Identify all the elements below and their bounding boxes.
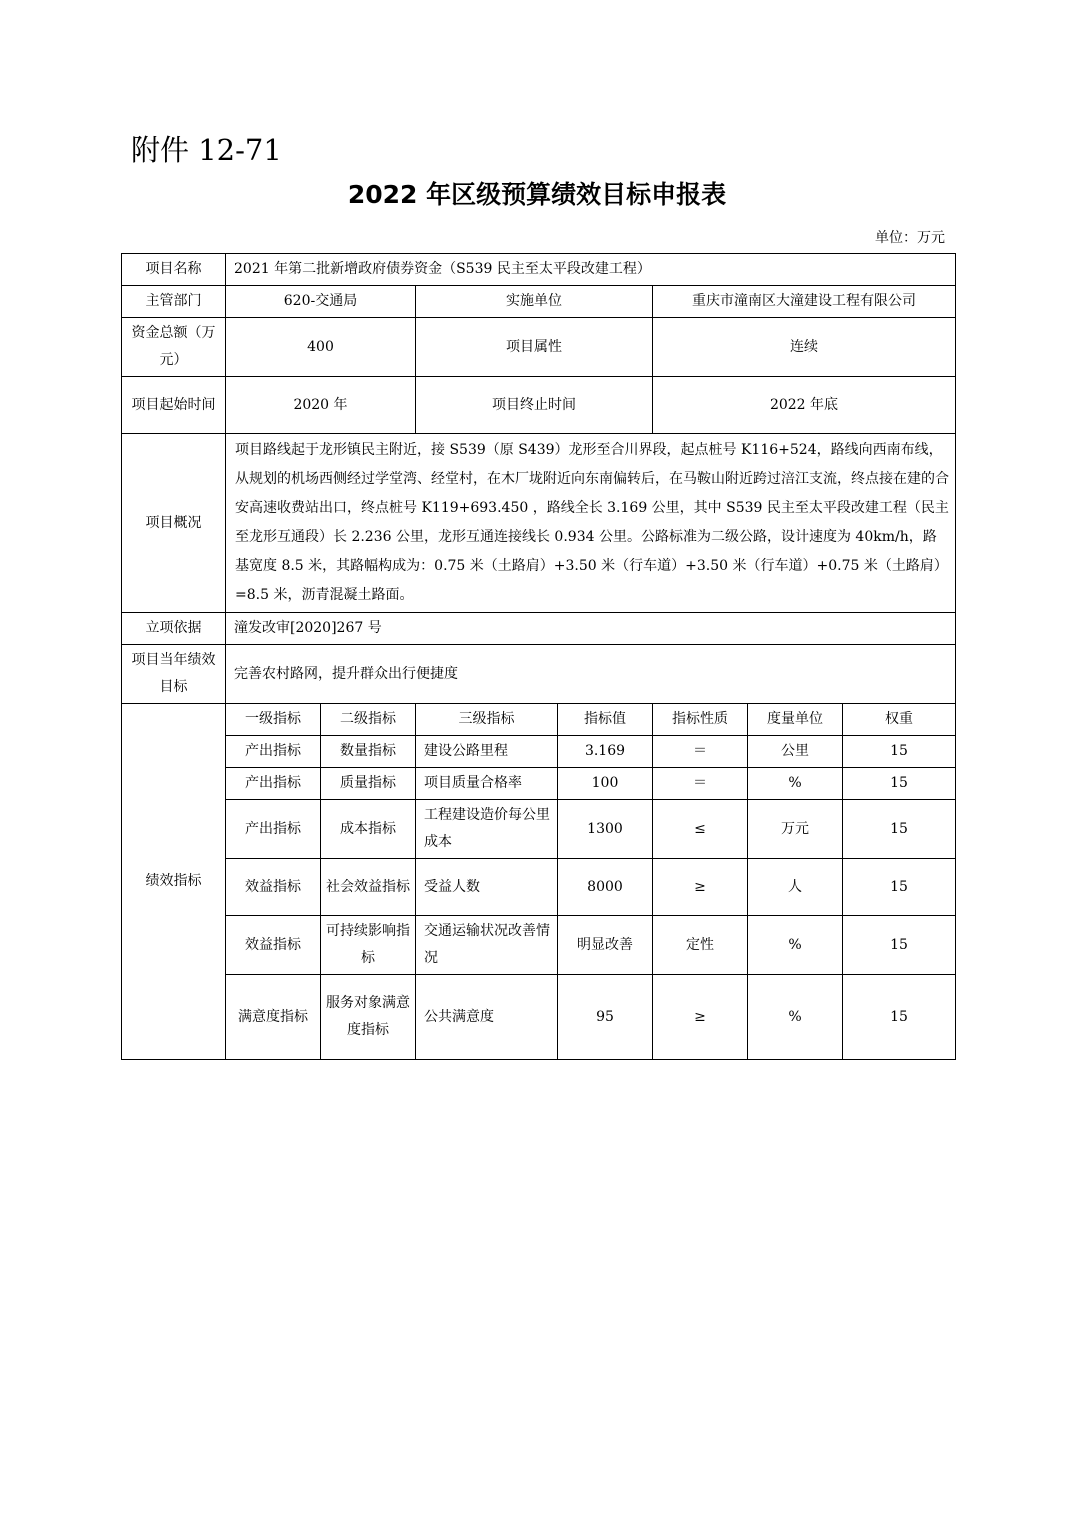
indicator-nature: ＝	[653, 768, 748, 800]
indicator-unit: 万元	[748, 800, 843, 859]
indicator-l2: 可持续影响指标	[321, 916, 416, 975]
indicators-section-label: 绩效指标	[122, 704, 226, 1060]
unit-note: 单位：万元	[875, 230, 945, 246]
indicator-unit: %	[748, 916, 843, 975]
basis-label: 立项依据	[122, 613, 226, 645]
indicator-row	[122, 859, 956, 916]
row-period	[122, 377, 956, 434]
indicator-l3: 交通运输状况改善情况	[416, 916, 558, 975]
row-project-name	[122, 254, 956, 286]
indicator-row	[122, 916, 956, 975]
indicator-l1: 产出指标	[226, 736, 321, 768]
indicator-l1: 产出指标	[226, 768, 321, 800]
indicator-unit: 公里	[748, 736, 843, 768]
indicator-weight: 15	[843, 800, 956, 859]
indicator-value: 95	[558, 975, 653, 1060]
header-unit: 度量单位	[748, 704, 843, 736]
end-label: 项目终止时间	[416, 377, 653, 434]
indicator-value: 1300	[558, 800, 653, 859]
header-weight: 权重	[843, 704, 956, 736]
goal-label: 项目当年绩效目标	[122, 645, 226, 704]
start-value: 2020 年	[226, 377, 416, 434]
indicator-unit: 人	[748, 859, 843, 916]
attr-label: 项目属性	[416, 318, 653, 377]
indicator-l2: 成本指标	[321, 800, 416, 859]
header-nature: 指标性质	[653, 704, 748, 736]
project-name-label: 项目名称	[122, 254, 226, 286]
page-title: 2022 年区级预算绩效目标申报表	[347, 180, 727, 209]
indicator-weight: 15	[843, 975, 956, 1060]
attachment-label: 附件 12-71	[131, 133, 282, 167]
indicator-l2: 服务对象满意度指标	[321, 975, 416, 1060]
budget-target-table	[121, 253, 956, 1060]
row-overview	[122, 434, 956, 613]
indicator-l1: 效益指标	[226, 859, 321, 916]
indicator-unit: %	[748, 975, 843, 1060]
row-goal	[122, 645, 956, 704]
impl-label: 实施单位	[416, 286, 653, 318]
goal-value: 完善农村路网，提升群众出行便捷度	[226, 645, 956, 704]
indicator-value: 3.169	[558, 736, 653, 768]
row-department	[122, 286, 956, 318]
funds-label: 资金总额（万元）	[122, 318, 226, 377]
overview-value: 项目路线起于龙形镇民主附近，接 S539（原 S439）龙形至合川界段，起点桩号 K116+524，路线向西南布线，从规划的机场西侧经过学堂湾、经堂村，在木厂垅附近向东南偏转后，在马鞍山附近跨过涪江支流，终点接在建的合安高速收费站出口，终点桩号 K119+693.450 ，路线全长 3.169 公里，其中 S539 民主至太平段改建工程（民主至龙形互通段）长 2.236 公里，龙形互通连接线长 0.934 公里。公路标准为二级公路，设计速度为 40km/h，路基宽度 8.5 米，其路幅构成为：0.75 米（土路肩）+3.50 米（行车道）+3.50 米（行车道）+0.75 米（土路肩）=8.5 米，沥青混凝土路面。	[226, 434, 956, 613]
indicator-row	[122, 768, 956, 800]
basis-value: 潼发改审[2020]267 号	[226, 613, 956, 645]
indicator-l3: 项目质量合格率	[416, 768, 558, 800]
indicator-row	[122, 800, 956, 859]
indicator-nature: ≤	[653, 800, 748, 859]
project-name-value: 2021 年第二批新增政府债券资金（S539 民主至太平段改建工程）	[226, 254, 956, 286]
indicator-weight: 15	[843, 768, 956, 800]
indicator-l2: 质量指标	[321, 768, 416, 800]
indicator-value: 8000	[558, 859, 653, 916]
indicator-l3: 建设公路里程	[416, 736, 558, 768]
indicator-l3: 受益人数	[416, 859, 558, 916]
end-value: 2022 年底	[653, 377, 956, 434]
indicator-value: 明显改善	[558, 916, 653, 975]
overview-label: 项目概况	[122, 434, 226, 613]
funds-value: 400	[226, 318, 416, 377]
start-label: 项目起始时间	[122, 377, 226, 434]
indicator-weight: 15	[843, 916, 956, 975]
indicator-unit: %	[748, 768, 843, 800]
attr-value: 连续	[653, 318, 956, 377]
header-l2: 二级指标	[321, 704, 416, 736]
indicator-nature: 定性	[653, 916, 748, 975]
indicator-header-row	[122, 704, 956, 736]
header-l3: 三级指标	[416, 704, 558, 736]
indicator-row	[122, 736, 956, 768]
indicator-weight: 15	[843, 736, 956, 768]
indicator-l3: 公共满意度	[416, 975, 558, 1060]
indicator-row	[122, 975, 956, 1060]
row-funds	[122, 318, 956, 377]
dept-label: 主管部门	[122, 286, 226, 318]
indicator-l2: 社会效益指标	[321, 859, 416, 916]
header-l1: 一级指标	[226, 704, 321, 736]
indicator-l2: 数量指标	[321, 736, 416, 768]
indicator-l1: 效益指标	[226, 916, 321, 975]
impl-value: 重庆市潼南区大潼建设工程有限公司	[653, 286, 956, 318]
dept-value: 620-交通局	[226, 286, 416, 318]
indicator-l1: 产出指标	[226, 800, 321, 859]
indicator-value: 100	[558, 768, 653, 800]
indicator-nature: ≥	[653, 859, 748, 916]
indicator-nature: ＝	[653, 736, 748, 768]
indicator-nature: ≥	[653, 975, 748, 1060]
header-value: 指标值	[558, 704, 653, 736]
indicator-l3: 工程建设造价每公里成本	[416, 800, 558, 859]
indicator-l1: 满意度指标	[226, 975, 321, 1060]
indicator-weight: 15	[843, 859, 956, 916]
row-basis	[122, 613, 956, 645]
